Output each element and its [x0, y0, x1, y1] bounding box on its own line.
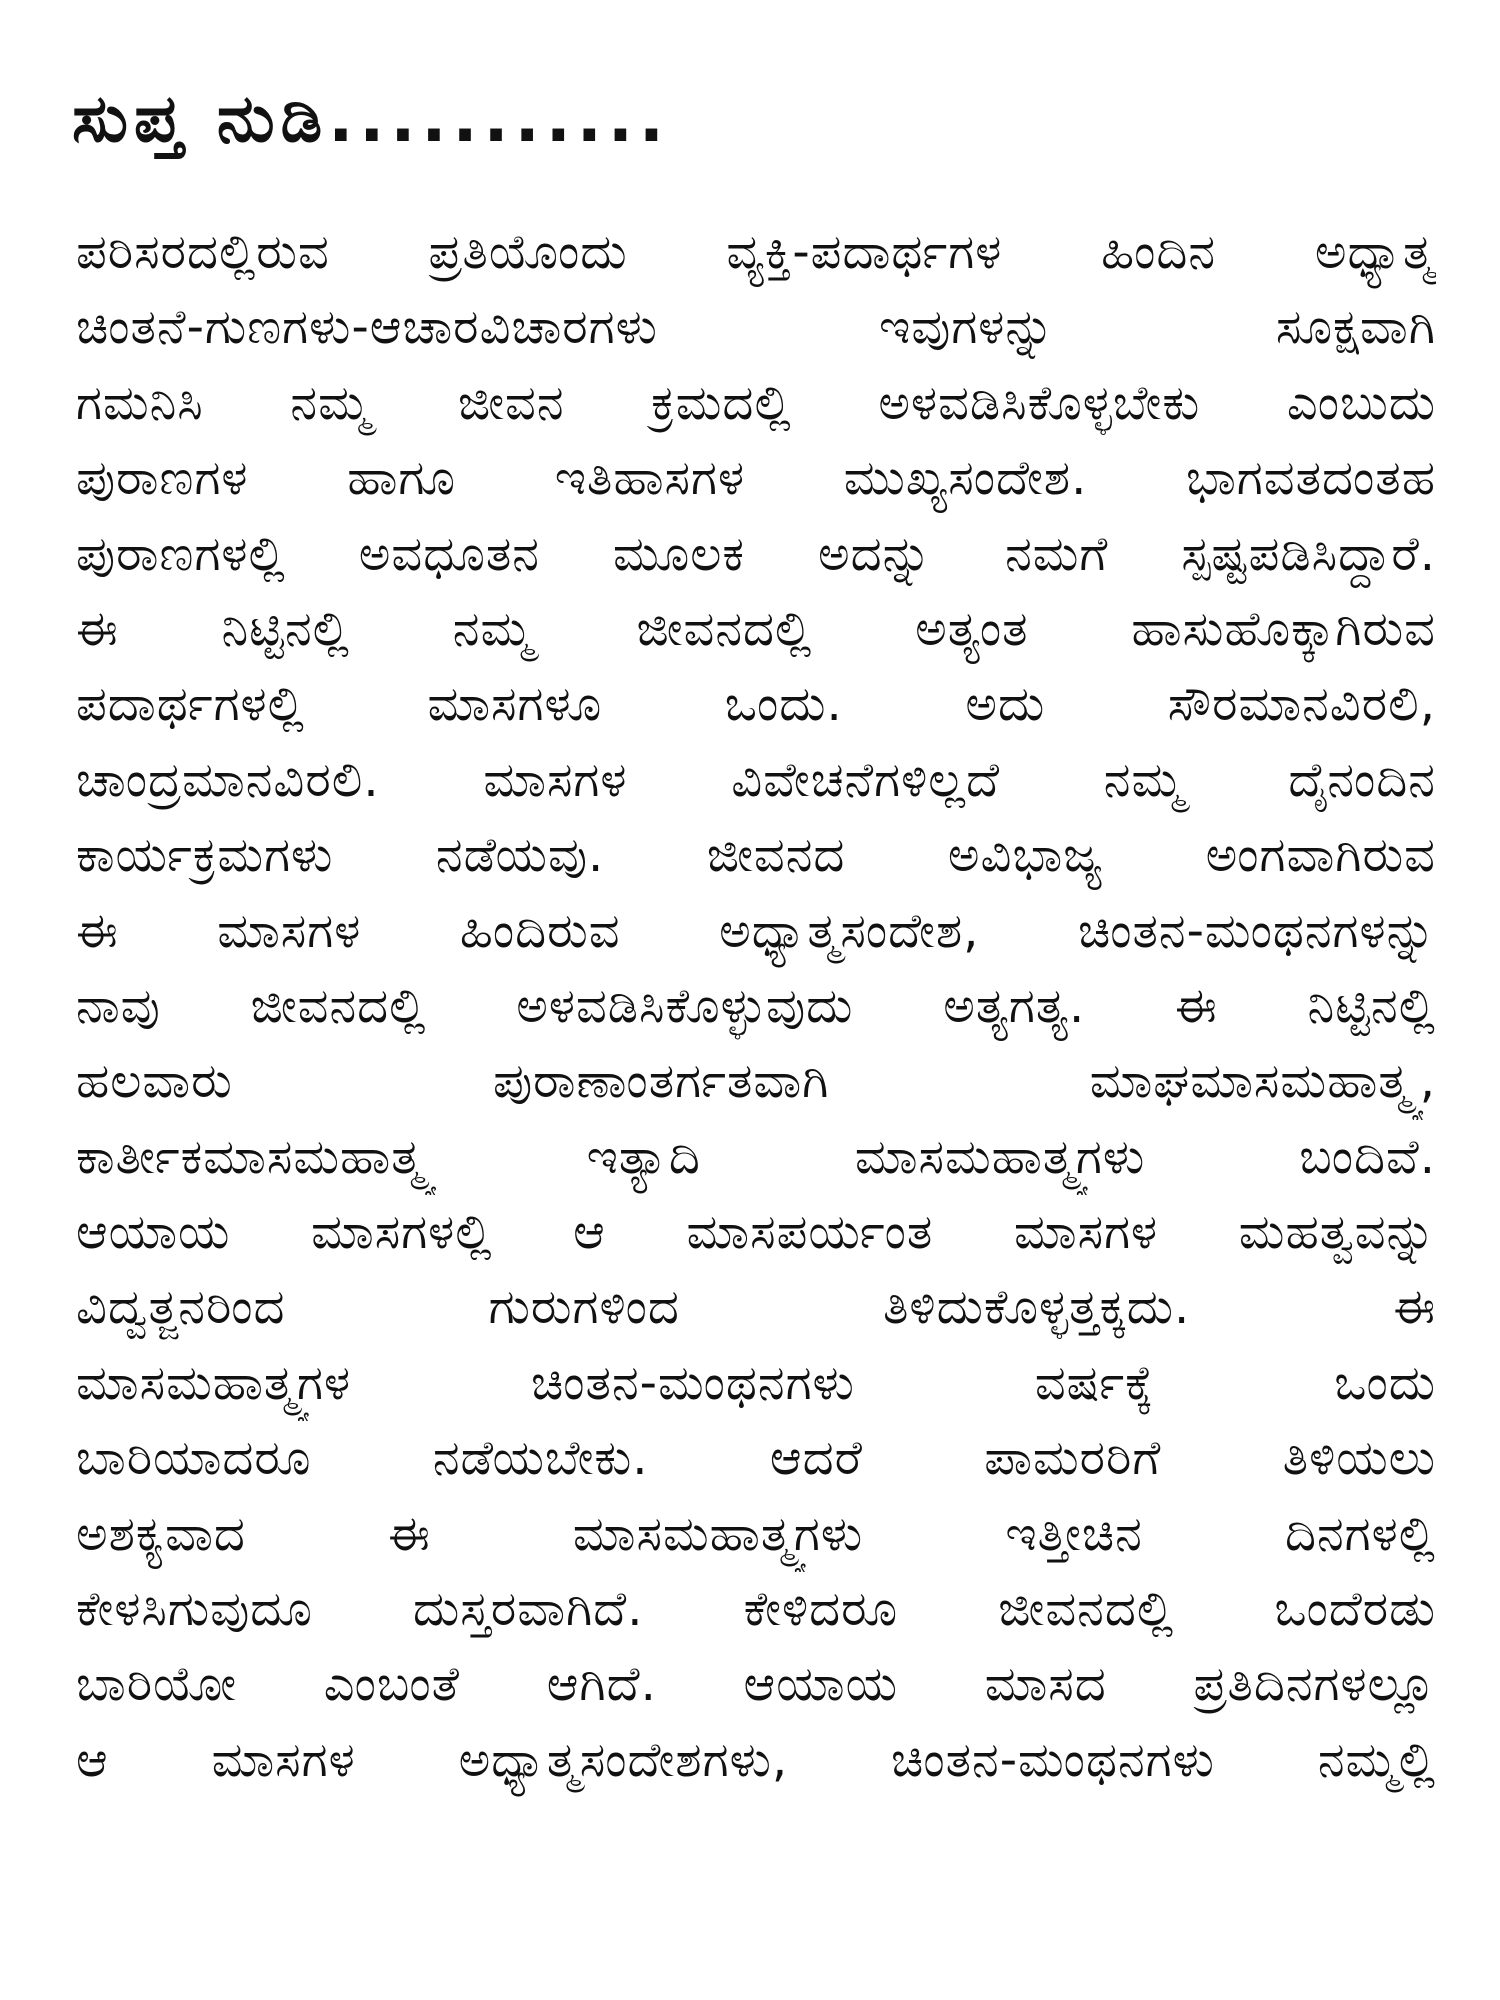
text-line: ನಾವು ಜೀವನದಲ್ಲಿ ಅಳವಡಿಸಿಕೊಳ್ಳುವುದು ಅತ್ಯಗತ್ಯ. ಈ ನಿಟ್ಟಿನಲ್ಲಿ: [76, 977, 1436, 1034]
text-line: ಈ ಮಾಸಗಳ ಹಿಂದಿರುವ ಅಧ್ಯಾತ್ಮಸಂದೇಶ, ಚಿಂತನ-ಮಂಥನಗಳನ್ನು: [76, 902, 1436, 959]
text-line: ಮಾಸಮಹಾತ್ಮ್ಯಗಳ ಚಿಂತನ-ಮಂಥನಗಳು ವರ್ಷಕ್ಕೆ ಒಂದು: [76, 1354, 1436, 1411]
text-line: ಪುರಾಣಗಳಲ್ಲಿ ಅವಧೂತನ ಮೂಲಕ ಅದನ್ನು ನಮಗೆ ಸ್ಪಷ್ಟಪಡಿಸಿದ್ದಾರೆ.: [76, 525, 1436, 582]
text-line: ಹಲವಾರು ಪುರಾಣಾಂತರ್ಗತವಾಗಿ ಮಾಘಮಾಸಮಹಾತ್ಮ್ಯ,: [76, 1053, 1436, 1110]
body-paragraph: [76, 215, 1436, 1798]
text-line: ಆಯಾಯ ಮಾಸಗಳಲ್ಲಿ ಆ ಮಾಸಪರ್ಯಂತ ಮಾಸಗಳ ಮಹತ್ವವನ್ನು: [76, 1204, 1436, 1261]
text-line: ಬಾರಿಯಾದರೂ ನಡೆಯಬೇಕು. ಆದರೆ ಪಾಮರರಿಗೆ ತಿಳಿಯಲು: [76, 1430, 1436, 1487]
text-line: ಚಿಂತನೆ-ಗುಣಗಳು-ಆಚಾರವಿಚಾರಗಳು ಇವುಗಳನ್ನು ಸೂಕ್ಷವಾಗಿ: [76, 299, 1436, 356]
text-line: ಅಶಕ್ಯವಾದ ಈ ಮಾಸಮಹಾತ್ಮ್ಯಗಳು ಇತ್ತೀಚಿನ ದಿನಗಳಲ್ಲಿ: [76, 1505, 1436, 1562]
text-line: ಗಮನಿಸಿ ನಮ್ಮ ಜೀವನ ಕ್ರಮದಲ್ಲಿ ಅಳವಡಿಸಿಕೊಳ್ಳಬೇಕು ಎಂಬುದು: [76, 374, 1436, 431]
text-line: ಪುರಾಣಗಳ ಹಾಗೂ ಇತಿಹಾಸಗಳ ಮುಖ್ಯಸಂದೇಶ. ಭಾಗವತದಂತಹ: [76, 450, 1436, 507]
text-line: ಪದಾರ್ಥಗಳಲ್ಲಿ ಮಾಸಗಳೂ ಒಂದು. ಅದು ಸೌರಮಾನವಿರಲಿ,: [76, 676, 1436, 733]
text-line: ಚಾಂದ್ರಮಾನವಿರಲಿ. ಮಾಸಗಳ ವಿವೇಚನೆಗಳಿಲ್ಲದೆ ನಮ್ಮ ದೈನಂದಿನ: [76, 751, 1436, 808]
text-line: ಕೇಳಸಿಗುವುದೂ ದುಸ್ತರವಾಗಿದೆ. ಕೇಳಿದರೂ ಜೀವನದಲ್ಲಿ ಒಂದೆರಡು: [76, 1581, 1436, 1638]
text-line: ವಿದ್ವತ್ಜನರಿಂದ ಗುರುಗಳಿಂದ ತಿಳಿದುಕೊಳ್ಳತ್ತಕ್ಕದು. ಈ: [76, 1279, 1436, 1336]
text-line: ಬಾರಿಯೋ ಎಂಬಂತೆ ಆಗಿದೆ. ಆಯಾಯ ಮಾಸದ ಪ್ರತಿದಿನಗಳಲ್ಲೂ: [76, 1656, 1436, 1713]
text-line: ಆ ಮಾಸಗಳ ಅಧ್ಯಾತ್ಮಸಂದೇಶಗಳು, ಚಿಂತನ-ಮಂಥನಗಳು ನಮ್ಮಲ್ಲಿ: [76, 1731, 1436, 1788]
text-line: ಕಾರ್ಯಕ್ರಮಗಳು ನಡೆಯವು. ಜೀವನದ ಅವಿಭಾಜ್ಯ ಅಂಗವಾಗಿರುವ: [76, 827, 1436, 884]
page-title: ಸುಪ್ತ ನುಡಿ...........: [72, 80, 670, 157]
text-line: ಈ ನಿಟ್ಟಿನಲ್ಲಿ ನಮ್ಮ ಜೀವನದಲ್ಲಿ ಅತ್ಯಂತ ಹಾಸುಹೊಕ್ಕಾಗಿರುವ: [76, 600, 1436, 657]
text-line: ಕಾರ್ತೀಕಮಾಸಮಹಾತ್ಮ್ಯ ಇತ್ಯಾದಿ ಮಾಸಮಹಾತ್ಮ್ಯಗಳು ಬಂದಿವೆ.: [76, 1128, 1436, 1185]
text-line: ಪರಿಸರದಲ್ಲಿರುವ ಪ್ರತಿಯೊಂದು ವ್ಯಕ್ತಿ-ಪದಾರ್ಥಗಳ ಹಿಂದಿನ ಅಧ್ಯಾತ್ಮ: [76, 224, 1436, 280]
